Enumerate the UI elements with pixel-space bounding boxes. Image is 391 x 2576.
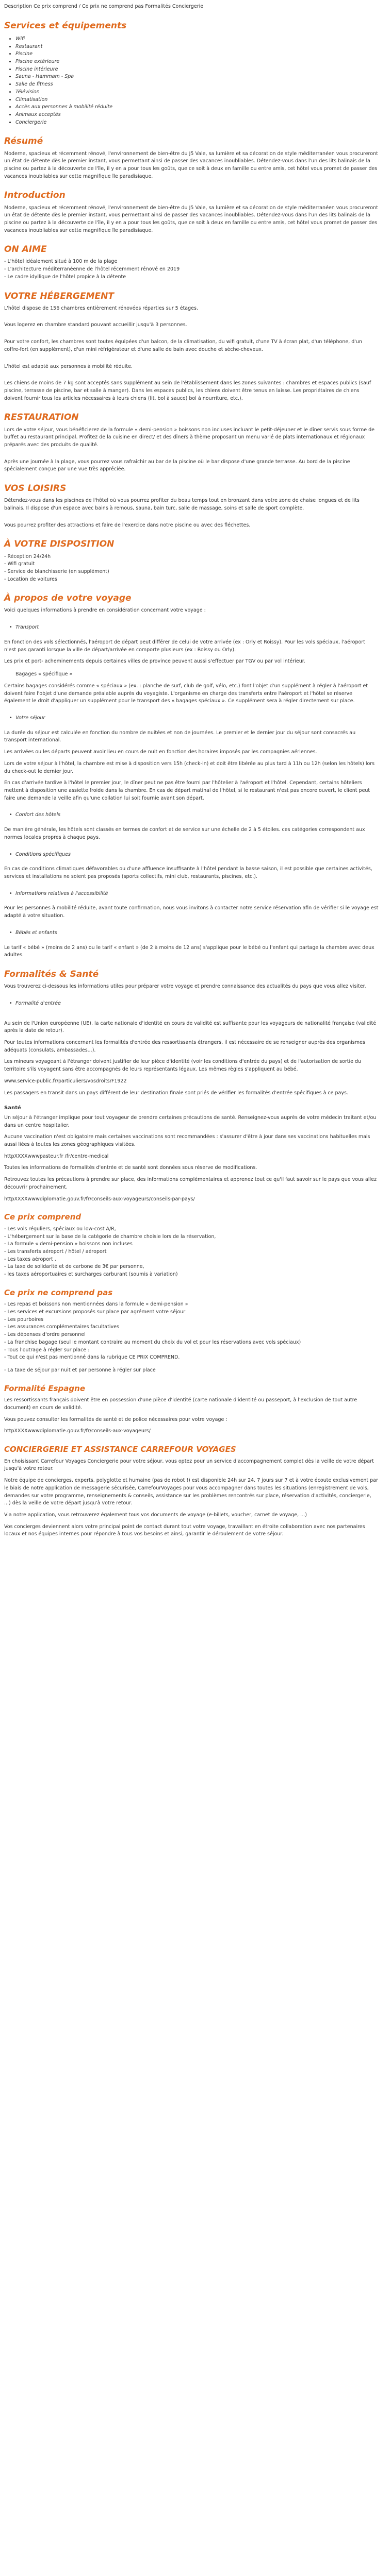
service-item: • Piscine intérieure bbox=[15, 66, 379, 74]
prix-ne-comprend-item: - La franchise bagage (seul le montant contraire au moment du choix du vol et pour les réservations avec vols spéciaux) bbox=[4, 1339, 301, 1345]
prix-comprend-item: - Les vols réguliers, spéciaux ou low-cost A/R, bbox=[4, 1226, 116, 1232]
restauration-p2: Après une journée à la plage, vous pourrez vous rafraîchir au bar de la piscine où le bar dispose d'une grande terrasse. Au bord de la piscine spécialement conçue par une vue très appréciée. bbox=[4, 459, 350, 472]
disposition-item: - Réception 24/24h bbox=[4, 553, 51, 560]
formalites-intro: Vous trouverez ci-dessous les informations utiles pour préparer votre voyage et prendre connaissance des actualités du pays que vous allez visiter. bbox=[4, 984, 366, 990]
disposition-list bbox=[4, 553, 379, 584]
hebergement-p5: Les chiens de moins de 7 kg sont acceptés sans supplément au sein de l'établissement dans les zones suivantes : chambres et espaces publics (sauf piscine, terrasse de piscine, bar et salle à manger). Dans les espaces publics, les chiens doivent être tenus en laisse. Les propriétaires de chiens doivent fournir tous les articles nécessaires à leurs chiens (lit, bol à sauce) bol à nourriture, etc.). bbox=[4, 380, 371, 401]
sante-p1: Un séjour à l'étranger implique pour tout voyageur de prendre certaines précautions de santé. Renseignez-vous auprès de votre médecin traitant et/ou dans un centre hospitalier. bbox=[4, 1114, 377, 1128]
service-item: • Salle de fitness bbox=[15, 81, 379, 89]
espagne-p1: Les ressortissants français doivent être en possession d'une pièce d'identité (carte nationale d'identité ou passeport, à l'exclusion de tout autre document) en cours de validité. bbox=[4, 1397, 357, 1411]
service-item: • Restaurant bbox=[15, 43, 379, 51]
service-item: • Animaux acceptés bbox=[15, 111, 379, 119]
hebergement-p4: L'hôtel est adapté aux personnes à mobilité réduite. bbox=[4, 363, 133, 369]
restauration-p1: Lors de votre séjour, vous bénéficierez de la formule « demi-pension » boissons non incluses incluant le petit-déjeuner et le dîner servis sous forme de buffet au restaurant principal. Profitez de la cuisine en direct/ et des dîners à thème proposant un menu varié de plats internationaux et régionaux préparés avec des produits de qualité. bbox=[4, 427, 374, 448]
sante-p5: Retrouvez toutes les précautions à prendre sur place, des informations complémentaires et apprenez tout ce qu'il faut savoir sur le pays que vous allez découvrir prochainement. bbox=[4, 1177, 377, 1190]
bagages-label: Bagages « spécifique » bbox=[15, 671, 73, 677]
conciergerie-p1: En choisissant Carrefour Voyages Conciergerie pour votre séjour, vous optez pour un service d'accompagnement complet dès la veille de votre départ jusqu'à votre retour. bbox=[4, 1458, 374, 1472]
prix-ne-comprend-item: - Les pourboires bbox=[4, 1316, 44, 1323]
transport-label: • Transport bbox=[4, 624, 379, 632]
intro-title: Introduction bbox=[4, 190, 66, 201]
resume-text: Moderne, spacieux et récemment rénové, l'environnement de bien-être du J5 Vale, sa lumière et sa décoration de style méditerranéen vous procureront un état de détente dès le premier instant, vous permettant ainsi de passer des vacances inoubliables. Détendez-vous dans l'un des lits balinais de la piscine ou partez à la découverte de l'île, il y en a pour tous les goûts, que ce soit à deux en famille ou entre amis, cet hôtel vous promet de passer des vacances inoubliables sur cette magnifique île paradisiaque. bbox=[4, 150, 378, 179]
sante-p4: Toutes les informations de formalités d'entrée et de santé sont données sous réserve de modifications. bbox=[4, 1165, 257, 1171]
hebergement-title: VOTRE HÉBERGEMENT bbox=[4, 291, 114, 301]
service-item: • Sauna - Hammam - Spa bbox=[15, 73, 379, 81]
taxe-sejour: - La taxe de séjour par nuit et par personne à régler sur place bbox=[4, 1367, 156, 1374]
services-title: Services et équipements bbox=[4, 20, 127, 31]
hebergement-p1: L'hôtel dispose de 156 chambres entièrement rénovées réparties sur 5 étages. bbox=[4, 305, 198, 311]
sante-p2: Aucune vaccination n'est obligatoire mais certaines vaccinations sont recommandées : s'assurer d'être à jour dans ses vaccinations habituelles mais aussi liées à toutes les zones géographiques visitées. bbox=[4, 1134, 370, 1147]
formalites-p1: Au sein de l'Union européenne (UE), la carte nationale d'identité en cours de validité est suffisante pour les voyageurs de nationalité française (validité après la date de retour). bbox=[4, 1020, 377, 1034]
prix-ne-comprend-item: - Tous l'outrage à régler sur place : bbox=[4, 1347, 90, 1353]
prix-comprend-item: - Les taxes aéroport , bbox=[4, 1256, 56, 1262]
description-label: Description Ce prix comprend / Ce prix ne comprend pas Formalités Conciergerie bbox=[4, 4, 204, 9]
formalite-espagne-title: Formalité Espagne bbox=[4, 1383, 86, 1393]
access-label: • Informations relatives à l'accessibilité bbox=[4, 890, 379, 898]
apropos-intro: Voici quelques informations à prendre en considération concernant votre voyage : bbox=[4, 607, 206, 614]
prix-comprend-item: - les taxes aéroportuaires et surcharges carburant (soumis à variation) bbox=[4, 1272, 178, 1278]
diplomatie-link[interactable]: httpXXXXwwwdiplomatie.gouv.fr/fr/conseils-aux-voyageurs/conseils-par-pays/ bbox=[4, 1196, 195, 1202]
formalite-entree-label: • Formalité d'entrée bbox=[4, 1000, 379, 1008]
intro-text: Moderne, spacieux et récemment rénové, l'environnement de bien-être du J5 Vale, sa lumière et sa décoration de style méditerranéen vous procureront un état de détente dès le premier instant, vous permettant ainsi de passer des vacances inoubliables. Détendez-vous dans l'un des lits balinais de la piscine ou partez à la découverte de l'île, il y en a pour tous les goûts, que ce soit à deux en famille ou entre amis, cet hôtel vous promet de passer des vacances inoubliables sur cette magnifique île paradisiaque. bbox=[4, 205, 378, 233]
transport-p1: En fonction des vols sélectionnés, l'aéroport de départ peut différer de celui de votre arrivée (ex : Orly et Roissy). Pour les vols spéciaux, l'aéroport n'est pas garanti lorsque la ville de départ/arrivée en comporte plusieurs (ex : Roissy ou Orly). bbox=[4, 639, 365, 653]
disposition-item: - Wifi gratuit bbox=[4, 561, 35, 567]
conciergerie-p2: Notre équipe de concierges, experts, polyglotte et humaine (pas de robot !) est disponible 24h sur 24, 7 jours sur 7 et à votre écoute exclusivement par le biais de notre application de messagerie sécurisée, CarrefourVoyages pour vous accompagner dans toutes les situations (enregistrement de vols, demandes sur votre programme, renseignements & conseils, assistance sur les problèmes rencontrés sur place, réservation d'activités, conciergerie, ...) dès la veille de votre départ jusqu'à votre retour. bbox=[4, 1478, 378, 1506]
sante-label: Santé bbox=[4, 1105, 21, 1111]
prix-comprend-item: - Les transferts aéroport / hôtel / aéroport bbox=[4, 1248, 107, 1255]
prix-ne-comprend-item: - Tout ce qui n'est pas mentionné dans la rubrique CE PRIX COMPREND. bbox=[4, 1354, 180, 1361]
sejour-p3: Lors de votre séjour à l'hôtel, la chambre est mise à disposition vers 15h (check-in) et doit être libérée au plus tard à 11h ou 12h (selon les hôtels) lors du check-out le dernier jour. bbox=[4, 760, 375, 774]
conciergerie-p3: Via notre application, vous retrouverez également tous vos documents de voyage (e-billets, voucher, carnet de voyage, ...) bbox=[4, 1512, 307, 1518]
onaime-item: - L'hôtel idéalement situé à 100 m de la plage bbox=[4, 259, 118, 265]
prix-comprend-item: - La taxe de solidarité et de carbone de 3€ par personne, bbox=[4, 1264, 144, 1270]
climat-label: • Conditions spécifiques bbox=[4, 851, 379, 859]
disposition-title: À VOTRE DISPOSITION bbox=[4, 539, 115, 550]
service-public-link[interactable]: www.service-public.fr/particuliers/vosdroits/F1922 bbox=[4, 1078, 127, 1084]
espagne-p2: Vous pouvez consulter les formalités de santé et de police nécessaires pour votre voyage : bbox=[4, 1416, 227, 1422]
services-list bbox=[4, 36, 379, 127]
onaime-item: - L'architecture méditerranéenne de l'hôtel récemment rénové en 2019 bbox=[4, 266, 180, 273]
onaime-title: ON AIME bbox=[4, 244, 47, 255]
loisirs-p1: Détendez-vous dans les piscines de l'hôtel où vous pourrez profiter du beau temps tout en bronzant dans votre zone de chaise longues et de lits balinais. Il dispose d'un espace avec bains à remous, sauna, bain turc, salle de massage, soins et salle de sport complète. bbox=[4, 498, 360, 511]
sejour-p1: La durée du séjour est calculée en fonction du nombre de nuitées et non de journées. Le premier et le dernier jour du séjour sont consacrés au transport international. bbox=[4, 730, 356, 743]
formalites-p5: Les passagers en transit dans un pays différent de leur destination finale sont priés de vérifier les formalités d'entrée spécifiques à ce pays. bbox=[4, 1090, 348, 1096]
access-p: Pour les personnes à mobilité réduite, avant toute confirmation, nous vous invitons à contacter notre service réservation afin de vérifier si le voyage est adapté à votre situation. bbox=[4, 905, 379, 919]
espagne-link[interactable]: httpXXXXwwwdiplomatie.gouv.fr/fr/conseils-aux-voyageurs/ bbox=[4, 1428, 151, 1434]
bebes-p: Le tarif « bébé » (moins de 2 ans) ou le tarif « enfant » (de 2 à moins de 12 ans) s'applique pour le bébé ou l'enfant qui partage la chambre avec deux adultes. bbox=[4, 944, 374, 958]
sejour-label: • Votre séjour bbox=[4, 715, 379, 722]
bagages-p: Certains bagages considérés comme « spéciaux » (ex. : planche de surf, club de golf, vélo, etc.) font l'objet d'un supplément à régler à l'aéroport et doivent faire l'objet d'une demande préalable auprès du voyagiste. L'organisme en charge des transferts entre l'aéroport et l'hôtel se réserve également le droit d'appliquer un supplément pour le transport des « bagages spéciaux ». Ce supplément sera à régler directement sur place. bbox=[4, 683, 368, 704]
hebergement-p3: Pour votre confort, les chambres sont toutes équipées d'un balcon, de la climatisation, du wifi gratuit, d'une TV à écran plat, d'un téléphone, d'un coffre-fort (en supplément), d'un mini réfrigérateur et d'une salle de bain avec douche et sèche-cheveux. bbox=[4, 339, 362, 352]
prix-comprend-list bbox=[4, 1226, 379, 1279]
prix-comprend-title: Ce prix comprend bbox=[4, 1212, 82, 1222]
service-item: • Piscine extérieure bbox=[15, 58, 379, 66]
pasteur-link[interactable]: httpXXXXwwwpasteur.fr /fr/centre-medical bbox=[4, 1153, 109, 1159]
hebergement-p2: Vous logerez en chambre standard pouvant accueillir jusqu'à 3 personnes. bbox=[4, 322, 187, 328]
resume-title: Résumé bbox=[4, 136, 43, 147]
prix-ne-comprend-title: Ce prix ne comprend pas bbox=[4, 1287, 113, 1297]
prix-ne-comprend-item: - Les repas et boissons non mentionnées dans la formule « demi-pension » bbox=[4, 1301, 188, 1308]
formalites-p3: Les mineurs voyageant à l'étranger doivent justifier de leur pièce d'identité (voir les conditions d'entrée du pays) et de l'autorisation de sortie du territoire s'ils voyagent sans être accompagnés de leurs représentants légaux. Les mêmes règles s'appliquent au bébé. bbox=[4, 1059, 362, 1073]
service-item: • Conciergerie bbox=[15, 119, 379, 127]
loisirs-title: VOS LOISIRS bbox=[4, 483, 67, 494]
transport-p2: Les prix et port- acheminements depuis certaines villes de province peuvent aussi s'effectuer par TGV ou par vol intérieur. bbox=[4, 658, 305, 665]
prix-ne-comprend-item: - Les assurances complémentaires facultatives bbox=[4, 1324, 119, 1330]
formalites-title: Formalités & Santé bbox=[4, 969, 99, 980]
sejour-p4: En cas d'arrivée tardive à l'hôtel le premier jour, le dîner peut ne pas être fourni par l'hôtelier à l'aéroport et l'hôtel. Cependant, certains hôteliers mettent à disposition une assiette froide dans la chambre. En cas de départ matinal de l'hôtel, si le restaurant n'est pas encore ouvert, le client peut faire une demande la veille afin qu'une collation lui soit fournie avant son départ. bbox=[4, 780, 370, 801]
climat-p: En cas de conditions climatiques défavorables ou d'une affluence insuffisante à l'hôtel pendant la basse saison, il est possible que certaines activités, services et installations ne soient pas proposés (sports collectifs, mini club, restaurants, piscines, etc.). bbox=[4, 866, 372, 879]
onaime-list bbox=[4, 258, 379, 281]
prix-comprend-item: - La formule « demi-pension » boissons non incluses bbox=[4, 1241, 133, 1247]
service-item: • Piscine bbox=[15, 50, 379, 58]
prix-comprend-item: - L'hébergement sur la base de la catégorie de chambre choisie lors de la réservation, bbox=[4, 1233, 216, 1240]
onaime-item: - Le cadre idyllique de l'hôtel propice à la détente bbox=[4, 274, 126, 280]
formalites-p2: Pour toutes informations concernant les formalités d'entrée des ressortissants étrangers, il est nécessaire de se renseigner auprès des organismes adéquats (consulats, ambassades...). bbox=[4, 1040, 365, 1053]
confort-p: De manière générale, les hôtels sont classés en termes de confort et de service sur une échelle de 2 à 5 étoiles. ces catégories correspondent aux normes locales propres à chaque pays. bbox=[4, 827, 365, 840]
sejour-p2: Les arrivées ou les départs peuvent avoir lieu en cours de nuit en fonction des horaires imposés par les compagnies aériennes. bbox=[4, 749, 317, 755]
loisirs-p2: Vous pourrez profiter des attractions et faire de l'exercice dans notre piscine ou avec des fléchettes. bbox=[4, 522, 251, 528]
service-item: • Climatisation bbox=[15, 96, 379, 104]
conciergerie-title: CONCIERGERIE ET ASSISTANCE CARREFOUR VOYAGES bbox=[4, 1445, 236, 1454]
restauration-title: RESTAURATION bbox=[4, 412, 79, 423]
service-item: • Wifi bbox=[15, 36, 379, 43]
apropos-title: À propos de votre voyage bbox=[4, 593, 132, 604]
bebes-label: • Bébés et enfants bbox=[4, 929, 379, 937]
confort-label: • Confort des hôtels bbox=[4, 811, 379, 819]
service-item: • Télévision bbox=[15, 89, 379, 96]
service-item: • Accès aux personnes à mobilité réduite bbox=[15, 104, 379, 111]
prix-ne-comprend-item: - Les dépenses d'ordre personnel bbox=[4, 1332, 86, 1338]
disposition-item: - Service de blanchisserie (en supplément) bbox=[4, 568, 109, 574]
prix-ne-comprend-list bbox=[4, 1301, 379, 1362]
prix-ne-comprend-item: - Les services et excursions proposés sur place par agrément votre séjour bbox=[4, 1309, 186, 1315]
disposition-item: - Location de voitures bbox=[4, 576, 57, 582]
conciergerie-p4: Vos concierges deviennent alors votre principal point de contact durant tout votre voyage, travaillant en étroite collaboration avec nos partenaires locaux et nos équipes internes pour répondre à tous vos besoins et ainsi, garantir le déroulement de votre séjour. bbox=[4, 1523, 365, 1537]
